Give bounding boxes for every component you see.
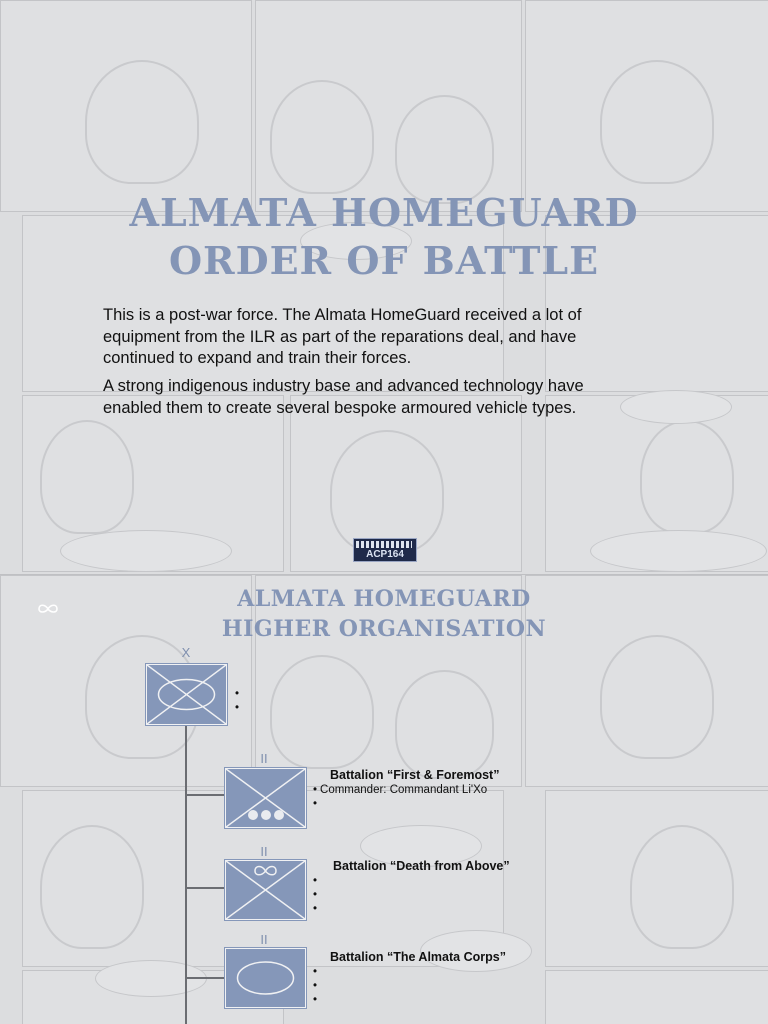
hq-bullet-list bbox=[235, 687, 242, 715]
battalion-3-bullet bbox=[313, 965, 320, 979]
branch-line-2 bbox=[185, 887, 225, 889]
hq-bullet bbox=[235, 701, 242, 715]
hq-echelon-mark: X bbox=[181, 645, 191, 660]
battalion-2-bullet bbox=[313, 874, 320, 888]
battalion-2-bullet bbox=[313, 902, 320, 916]
org-title-line-1: ALMATA HOMEGUARD bbox=[237, 586, 531, 612]
battalion-3-bullet bbox=[313, 979, 320, 993]
battalion-2-bullet-list bbox=[313, 874, 320, 916]
intro-paragraph: This is a post-war force. The Almata HomeGuard received a lot of equipment from the ILR as part of the reparations deal, and have continued to expand and train their forces. bbox=[103, 306, 582, 367]
battalion-3-echelon-mark: II bbox=[260, 932, 268, 947]
org-title-line-2: HIGHER ORGANISATION bbox=[221, 616, 547, 642]
branch-line-1 bbox=[185, 794, 225, 796]
battalion-1-title: Battalion “First & Foremost” bbox=[330, 768, 500, 782]
battalion-1-echelon-mark: II bbox=[260, 751, 268, 766]
slide-title-line-2: ORDER OF BATTLE bbox=[168, 238, 600, 283]
logo-text: ACP164 bbox=[366, 549, 404, 560]
battalion-2-echelon-mark: II bbox=[260, 844, 268, 859]
branch-line-3 bbox=[185, 977, 225, 979]
slide-2 bbox=[0, 575, 768, 1024]
acp-logo bbox=[353, 538, 417, 562]
battalion-3-bullet bbox=[313, 993, 320, 1007]
slide-title-line-1: ALMATA HOMEGUARD bbox=[129, 190, 639, 235]
airborne-wings-icon bbox=[38, 604, 58, 614]
battalion-3-symbol bbox=[225, 948, 306, 1008]
battalion-3-title: Battalion “The Almata Corps” bbox=[330, 950, 506, 964]
battalion-3-bullet-list bbox=[313, 965, 320, 1007]
battalion-2-bullet bbox=[313, 888, 320, 902]
battalion-1-symbol bbox=[225, 768, 306, 828]
battalion-2-title: Battalion “Death from Above” bbox=[333, 859, 510, 873]
battalion-1-bullet-list bbox=[313, 783, 487, 811]
hq-bullet bbox=[235, 687, 242, 701]
brigade-hq-symbol bbox=[146, 664, 227, 725]
battalion-2-symbol bbox=[225, 860, 306, 920]
battalion-1-commander: • Commander: Commandant Li'Xo bbox=[313, 783, 487, 797]
battalion-1-bullet bbox=[313, 797, 487, 811]
industry-paragraph: A strong indigenous industry base and advanced technology have enabled them to create several bespoke armoured vehicle types. bbox=[103, 377, 584, 417]
